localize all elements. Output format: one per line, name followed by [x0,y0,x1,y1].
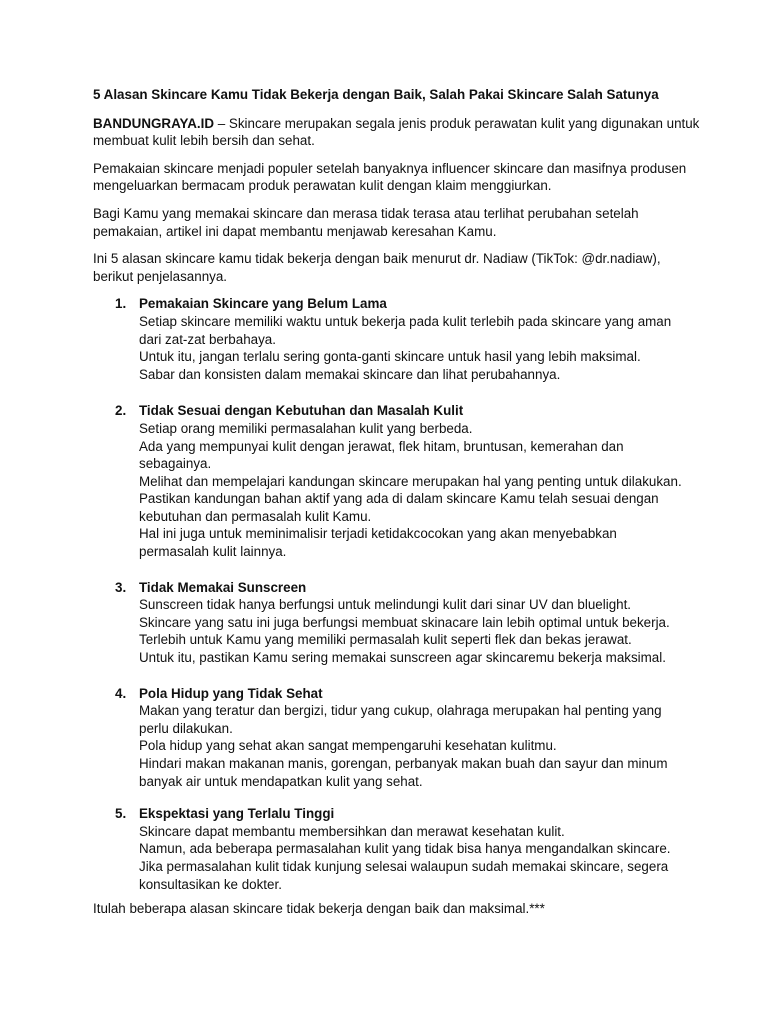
list-item-1 [93,295,693,383]
list-item-heading: Pola Hidup yang Tidak Sehat [139,685,323,701]
paragraph-line: Bagi Kamu yang memakai skincare dan merasa tidak terasa atau terlihat perubahan setelah [93,205,639,221]
document-title: 5 Alasan Skincare Kamu Tidak Bekerja dengan Baik, Salah Pakai Skincare Salah Satunya [93,87,659,102]
paragraph-3 [93,205,693,240]
list-item-line: Ada yang mempunyai kulit dengan jerawat, flek hitam, bruntusan, kemerahan dan [139,438,624,454]
list-item-line: Terlebih untuk Kamu yang memiliki permasalah kulit seperti flek dan bekas jerawat. [139,632,632,648]
list-item-line: Skincare yang satu ini juga berfungsi membuat skinacare lain lebih optimal untuk bekerja. [139,614,670,630]
intro-line-1-text: – Skincare merupakan segala jenis produk perawatan kulit yang digunakan untuk [214,115,700,131]
list-item-line: Hal ini juga untuk meminimalisir terjadi ketidakcocokan yang akan menyebabkan [139,526,617,542]
list-item-line: permasalah kulit lainnya. [139,544,287,560]
list-item-line: Makan yang teratur dan bergizi, tidur yang cukup, olahraga merupakan hal penting yang [139,703,662,719]
list-item-line: Untuk itu, jangan terlalu sering gonta-ganti skincare untuk hasil yang lebih maksimal. [139,349,641,365]
list-item-line: Sunscreen tidak hanya berfungsi untuk melindungi kulit dari sinar UV dan bluelight. [139,597,632,613]
list-item-4 [93,685,693,791]
paragraph-line: mengeluarkan bermacam produk perawatan kulit dengan klaim menggiurkan. [93,178,552,194]
list-item-line: Sabar dan konsisten dalam memakai skincare dan lihat perubahannya. [139,366,561,382]
paragraph-2 [93,160,693,195]
list-item-heading: Ekspektasi yang Terlalu Tinggi [139,806,335,822]
list-item-heading: Tidak Memakai Sunscreen [139,579,307,595]
list-item-3 [93,579,693,667]
list-item-heading: Tidak Sesuai dengan Kebutuhan dan Masalah Kulit [139,403,464,419]
list-item-line: Melihat dan mempelajari kandungan skincare merupakan hal yang penting untuk dilakukan. [139,473,682,489]
list-item-line: perlu dilakukan. [139,720,233,736]
paragraph-line: berikut penjelasannya. [93,268,227,284]
document-page [93,86,700,918]
list-item-line: Jika permasalahan kulit tidak kunjung selesai walaupun sudah memakai skincare, segera [139,858,669,874]
list-item-line: Hindari makan makanan manis, gorengan, perbanyak makan buah dan sayur dan minum [139,756,668,771]
list-item-number: 2. [115,403,127,419]
list-item-number: 4. [115,685,127,701]
list-item-line: dari zat-zat berbahaya. [139,331,276,347]
list-item-line: kebutuhan dan permasalah kulit Kamu. [139,508,372,524]
list-item-line: Setiap orang memiliki permasalahan kulit yang berbeda. [139,420,473,436]
reasons-list [93,295,693,893]
list-item-line: Untuk itu, pastikan Kamu sering memakai sunscreen agar skincaremu bekerja maksimal. [139,650,666,666]
list-item-heading: Pemakaian Skincare yang Belum Lama [139,296,387,312]
list-item-line: Setiap skincare memiliki waktu untuk bekerja pada kulit terlebih pada skincare yang aman [139,313,672,329]
list-item-line: konsultasikan ke dokter. [139,876,282,892]
list-item-number: 5. [115,806,127,822]
intro-line-1 [93,115,700,133]
intro-paragraph [93,115,700,150]
list-item-line: banyak air untuk mendapatkan kulit yang sehat. [139,773,423,789]
list-item-line: Pastikan kandungan bahan aktif yang ada di dalam skincare Kamu telah sesuai dengan [139,491,659,507]
list-item-number: 3. [115,579,127,595]
list-item-line: Pola hidup yang sehat akan sangat mempengaruhi kesehatan kulitmu. [139,738,557,754]
list-item-line: sebagainya. [139,456,212,472]
list-item-number: 1. [115,296,127,312]
intro-line-2: membuat kulit lebih bersih dan sehat. [93,133,315,149]
paragraph-line: pemakaian, artikel ini dapat membantu menjawab keresahan Kamu. [93,223,497,239]
closing-paragraph: Itulah beberapa alasan skincare tidak bekerja dengan baik dan maksimal.*** [93,901,545,917]
source-label: BANDUNGRAYA.ID [93,115,215,131]
list-item-line: Namun, ada beberapa permasalahan kulit yang tidak bisa hanya mengandalkan skincare. [139,841,671,857]
list-item-2 [93,402,693,560]
list-item-line: Skincare dapat membantu membersihkan dan merawat kesehatan kulit. [139,823,565,839]
list-item-5 [93,805,693,893]
paragraph-4 [93,250,693,285]
paragraph-line: Pemakaian skincare menjadi populer setelah banyaknya influencer skincare dan masifnya produsen [93,160,687,176]
paragraph-line: Ini 5 alasan skincare kamu tidak bekerja dengan baik menurut dr. Nadiaw (TikTok: @dr.nadiaw), [93,251,661,267]
